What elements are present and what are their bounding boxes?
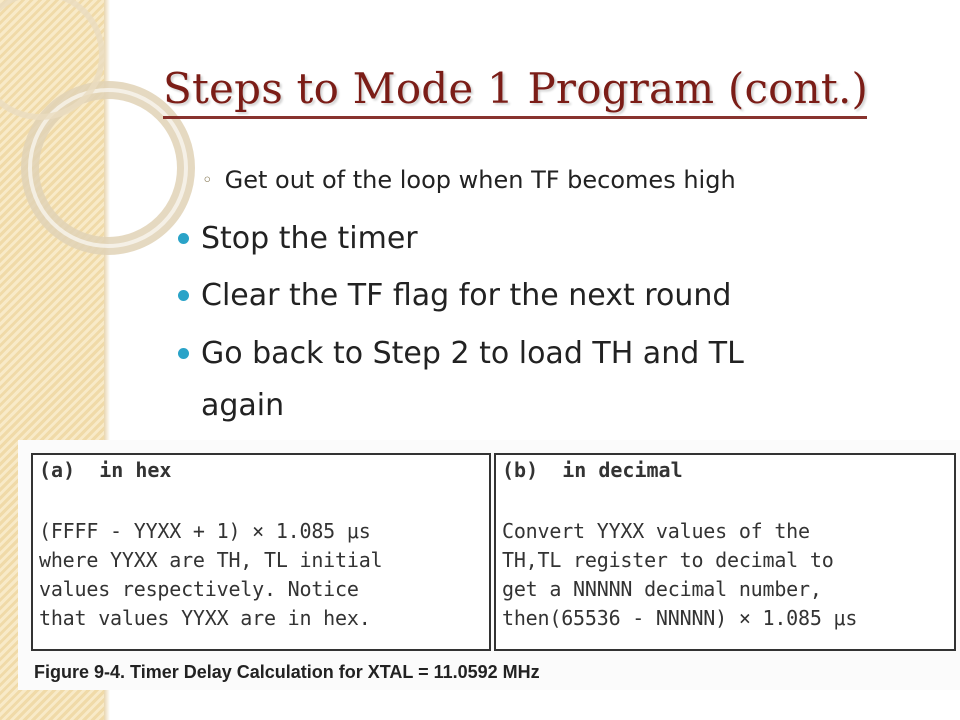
title-underline [163,116,867,119]
panel-heading: (a) in hex [39,458,172,482]
sub-bullet-text: Get out of the loop when TF becomes high [224,166,736,194]
figure-panel-hex [31,453,491,651]
panel-line: get a NNNNN decimal number, [502,577,822,601]
figure-panel-decimal [494,453,956,651]
panel-line: TH,TL register to decimal to [502,548,834,572]
sub-bullet-item [202,166,736,194]
panel-line: values respectively. Notice [39,577,359,601]
panel-line: (FFFF - YYXX + 1) × 1.085 μs [39,519,371,543]
bullet-text: Go back to Step 2 to load TH and TL [201,336,744,371]
panel-heading: (b) in decimal [502,458,683,482]
slide-title: Steps to Mode 1 Program (cont.) [163,64,869,113]
timer-delay-figure [18,440,960,690]
decorative-circles [0,0,960,320]
panel-line: then(65536 - NNNNN) × 1.085 μs [502,606,858,630]
panel-line: where YYXX are TH, TL initial [39,548,383,572]
bullet-item [178,278,731,313]
bullet-dot-icon [178,290,189,301]
panel-line: that values YYXX are in hex. [39,606,371,630]
hollow-circle-bullet-icon: ◦ [202,170,213,191]
bullet-item [178,221,418,256]
panel-line: Convert YYXX values of the [502,519,810,543]
bullet-continuation-text: again [201,388,285,423]
bullet-item [178,336,744,371]
bullet-text: Clear the TF flag for the next round [201,278,732,313]
bullet-dot-icon [178,348,189,359]
bullet-dot-icon [178,233,189,244]
figure-caption: Figure 9-4. Timer Delay Calculation for XTAL = 11.0592 MHz [34,662,540,682]
bullet-text: Stop the timer [201,221,418,256]
